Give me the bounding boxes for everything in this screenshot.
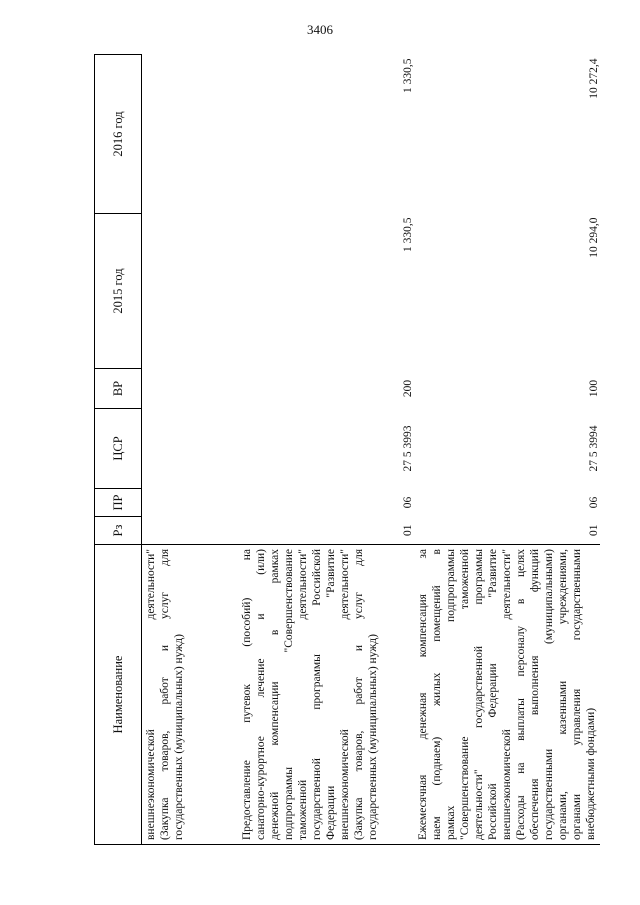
header-2016: 2016 год [95, 55, 142, 214]
row-name-line: Предоставление путевок (пособий) на [241, 549, 253, 840]
rz-cell: 01 [588, 524, 600, 536]
row-name-line: органами, казенными учреждениями, [557, 549, 569, 840]
header-rz: Рз [95, 517, 142, 545]
csr-cell [142, 409, 239, 489]
row-name-cell [238, 545, 414, 845]
table-row [238, 55, 414, 845]
row-name-line: государственной программы Российской [311, 549, 323, 840]
pr-cell: 06 [402, 496, 414, 509]
row-name-line: (Закупка товаров, работ и услуг для [353, 549, 365, 840]
row-name-cell [142, 545, 239, 845]
row-name-line: обеспечения выполнения функций [529, 549, 541, 840]
row-name-line: внешнеэкономической деятельности" [501, 549, 513, 840]
row-name-line: рамках подпрограммы [445, 549, 457, 840]
amount-2015-cell: 10 294,0 [588, 217, 600, 258]
row-name-line: деятельности" государственной программы [473, 549, 485, 840]
row-name-line: государственными (муниципальными) [543, 549, 555, 840]
row-name-line: санаторно-курортное лечение и (или) [255, 549, 267, 840]
vr-cell: 200 [402, 379, 414, 398]
amount-2016-cell: 1 330,5 [402, 58, 414, 93]
table-row [414, 55, 600, 845]
amount-2015-cell: 1 330,5 [402, 217, 414, 252]
amount-2016-cell [142, 55, 239, 214]
csr-cell: 27 5 3994 [588, 425, 600, 472]
row-name-line: таможенной деятельности" [297, 549, 309, 840]
row-name-line: государственных (муниципальных) нужд) [173, 634, 185, 840]
vr-cell [142, 369, 239, 409]
row-name-line: внешнеэкономической деятельности" [339, 549, 351, 840]
row-name-line: Российской Федерации "Развитие [487, 549, 499, 840]
row-name-line: внебюджетными фондами) [585, 707, 597, 840]
row-name-line: (Расходы на выплаты персоналу в целях [515, 549, 527, 840]
row-name-line: денежной компенсации в рамках [269, 549, 281, 840]
header-pr: ПР [95, 489, 142, 517]
row-name-line: Федерации "Развитие [325, 549, 337, 840]
amount-2016-cell: 10 272,4 [588, 58, 600, 99]
row-name-line: "Совершенствование таможенной [459, 549, 471, 840]
header-csr: ЦСР [95, 409, 142, 489]
table-row [142, 55, 239, 845]
header-name: Наименование [95, 545, 142, 845]
table-header-row [95, 55, 142, 845]
row-name-line: органами управления государственными [571, 549, 583, 840]
pr-cell [142, 489, 239, 517]
pr-cell: 06 [588, 496, 600, 509]
row-name-line: подпрограммы "Совершенствование [283, 549, 295, 840]
row-name-line: (Закупка товаров, работ и услуг для [159, 549, 171, 840]
amount-2015-cell [142, 214, 239, 369]
header-vr: ВР [95, 369, 142, 409]
header-2015: 2015 год [95, 214, 142, 369]
row-name-line: наем (поднаем) жилых помещений в [431, 549, 443, 840]
rz-cell: 01 [402, 524, 414, 536]
row-name-line: государственных (муниципальных) нужд) [367, 634, 379, 840]
row-name-line: Ежемесячная денежная компенсация за [417, 549, 429, 840]
page-number: 3406 [307, 22, 333, 37]
rz-cell [142, 517, 239, 545]
vr-cell: 100 [588, 379, 600, 398]
csr-cell: 27 5 3993 [402, 425, 414, 472]
row-name-cell [414, 545, 600, 845]
row-name-line: внешнеэкономической деятельности" [145, 549, 157, 840]
rotated-table-container [94, 55, 600, 845]
budget-table [94, 54, 600, 845]
